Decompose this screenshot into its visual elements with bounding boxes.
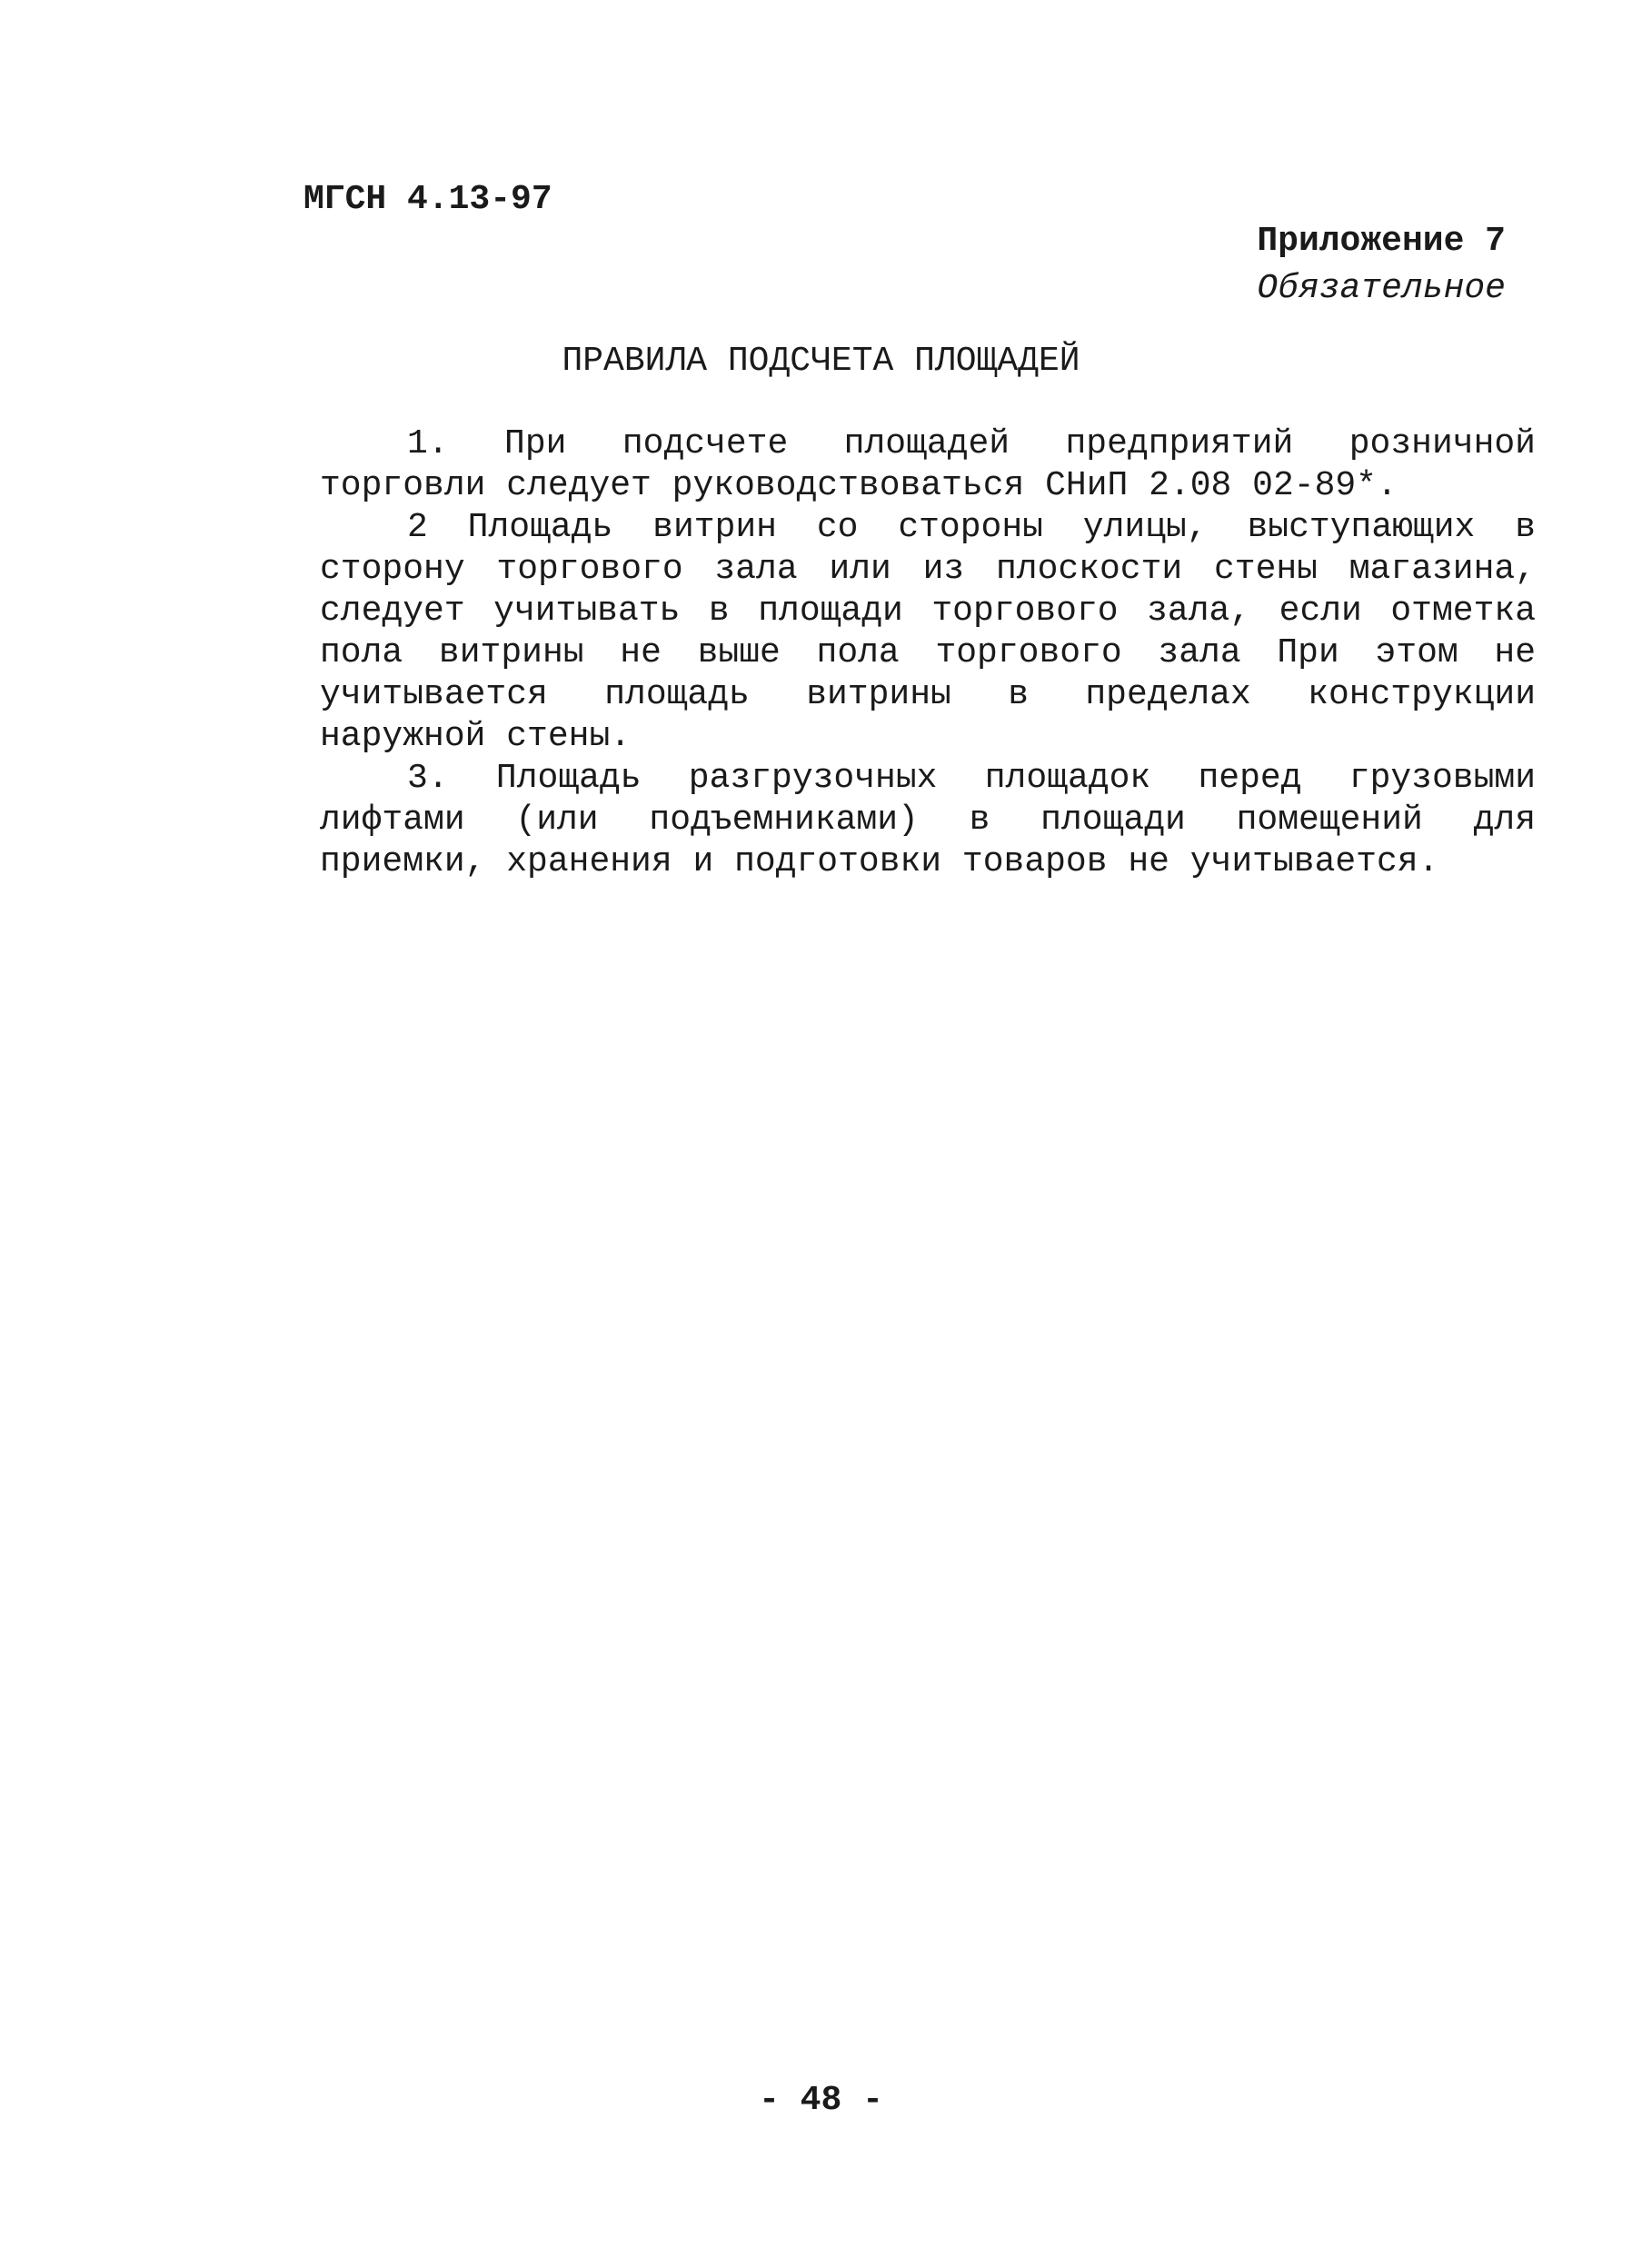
paragraph-3: 3. Площадь разгрузочных площадок перед грузовыми лифтами (или подъемниками) в площади помещений для приемки, хранения и подготовки товаров не учитывается.	[320, 759, 1536, 881]
document-code: МГСН 4.13-97	[304, 180, 552, 219]
appendix-label: Приложение 7	[1257, 222, 1506, 261]
appendix-block	[1257, 218, 1506, 313]
body-text	[320, 423, 1536, 883]
paragraph-2: 2 Площадь витрин со стороны улицы, выступающих в сторону торгового зала или из плоскости стены магазина, следует учитывать в площади торгового зала, если отметка пола витрины не выше пола торгового зала При этом не учитывается площадь витрины в пределах конструкции наружной стены.	[320, 508, 1536, 756]
appendix-status: Обязательное	[1257, 269, 1506, 308]
paragraph-1: 1. При подсчете площадей предприятий розничной торговли следует руководствоваться СНиП 2.08 02-89*.	[320, 424, 1536, 505]
section-title: ПРАВИЛА ПОДСЧЕТА ПЛОЩАДЕЙ	[562, 342, 1080, 381]
page-number: - 48 -	[759, 2081, 883, 2120]
